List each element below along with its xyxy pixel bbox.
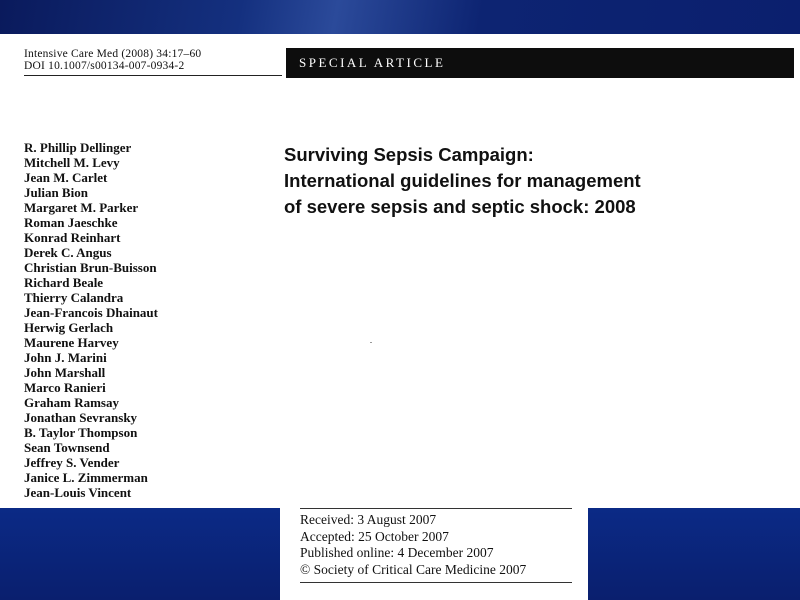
author-name: Roman Jaeschke [24,215,118,230]
author-name: Jean-Louis Vincent [24,485,132,500]
author-name: Thierry Calandra [24,290,124,305]
author-name: Maurene Harvey [24,335,119,350]
author-name: Mitchell M. Levy [24,155,120,170]
author-name: Marco Ranieri [24,380,106,395]
author-name: Sean Townsend [24,440,110,455]
author-name: Janice L. Zimmerman [24,470,148,485]
publication-dates [300,508,572,583]
article-title [284,142,784,220]
author-name: John Marshall [24,365,106,380]
author-list [24,140,158,500]
author-name: Christian Brun-Buisson [24,260,157,275]
top-background-band [0,0,800,34]
author-name: John J. Marini [24,350,107,365]
author-name: R. Phillip Dellinger [24,140,132,155]
header-rule [24,75,282,76]
author-name: Derek C. Angus [24,245,112,260]
title-line: Surviving Sepsis Campaign: [284,144,534,165]
special-article-banner: SPECIAL ARTICLE [286,48,794,78]
scan-speck [370,342,372,343]
received-date: Received: 3 August 2007 [300,512,437,527]
copyright-notice: © Society of Critical Care Medicine 2007 [300,561,527,577]
published-date: Published online: 4 December 2007 [300,545,494,560]
citation-journal: Intensive Care Med (2008) 34:17–60 [24,48,202,60]
accepted-date: Accepted: 25 October 2007 [300,528,449,544]
journal-citation [24,48,201,72]
author-name: Jonathan Sevransky [24,410,138,425]
author-name: Herwig Gerlach [24,320,114,335]
citation-doi: DOI 10.1007/s00134-007-0934-2 [24,60,185,72]
author-name: Konrad Reinhart [24,230,121,245]
dates-bottom-rule [300,582,572,583]
dates-top-rule [300,508,572,509]
title-line: of severe sepsis and septic shock: 2008 [284,196,636,217]
title-line: International guidelines for management [284,170,641,191]
author-name: Julian Bion [24,185,88,200]
author-name: Jeffrey S. Vender [24,455,120,470]
author-name: Jean-Francois Dhainaut [24,305,158,320]
author-name: Jean M. Carlet [24,170,108,185]
author-name: Margaret M. Parker [24,200,139,215]
author-name: Richard Beale [24,275,104,290]
author-name: B. Taylor Thompson [24,425,138,440]
author-name: Graham Ramsay [24,395,119,410]
